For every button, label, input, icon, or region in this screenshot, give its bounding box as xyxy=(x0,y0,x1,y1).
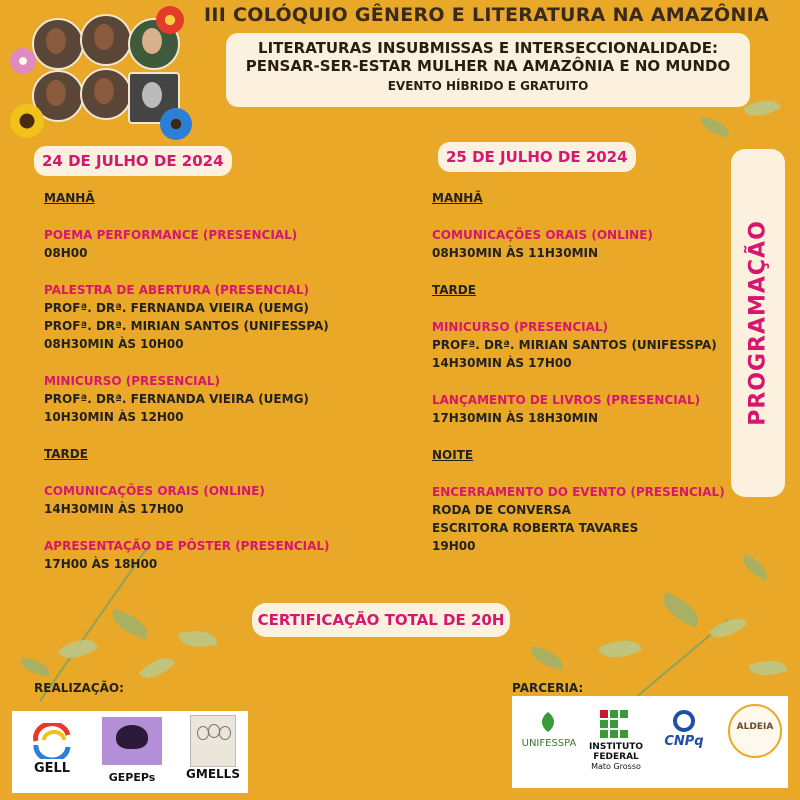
day1-event5-time: 17H00 ÀS 18H00 xyxy=(44,557,158,571)
day1-event2-time: 08H30MIN ÀS 10H00 xyxy=(44,337,184,351)
gmells-logo xyxy=(190,715,236,767)
aldeia-logo xyxy=(728,704,782,758)
day1-event3-title: MINICURSO (PRESENCIAL) xyxy=(44,374,221,388)
day2-afternoon-heading: TARDE xyxy=(432,283,476,297)
photo-collage xyxy=(10,8,190,138)
day1-event2-speaker1: PROFª. DRª. FERNANDA VIEIRA (UEMG) xyxy=(44,301,309,315)
day2-event4-line1: RODA DE CONVERSA xyxy=(432,503,571,517)
parceria-logos xyxy=(512,696,788,788)
cnpq-name: CNPq xyxy=(664,734,704,749)
subtitle-line-2: PENSAR-SER-ESTAR MULHER NA AMAZÔNIA E NO MUNDO xyxy=(245,57,731,75)
gell-logo xyxy=(30,723,74,759)
day1-event2-title: PALESTRA DE ABERTURA (PRESENCIAL) xyxy=(44,283,309,297)
day2-morning-heading: MANHÃ xyxy=(432,191,483,205)
leaf xyxy=(179,627,218,651)
day2-event1-title: COMUNICAÇÕES ORAIS (ONLINE) xyxy=(432,228,653,242)
page-title: III COLÓQUIO GÊNERO E LITERATURA NA AMAZÔNIA xyxy=(204,4,770,26)
parceria-label: PARCERIA: xyxy=(512,681,584,695)
leaf xyxy=(699,116,732,137)
gepeps-name: GEPEPs xyxy=(108,771,156,784)
leaf xyxy=(739,553,772,580)
portrait-photo xyxy=(32,18,84,70)
leaf xyxy=(709,611,748,645)
day1-morning-heading: MANHÃ xyxy=(44,191,95,205)
ifmt-name-line-1: INSTITUTO xyxy=(588,742,644,752)
day2-date: 25 DE JULHO DE 2024 xyxy=(438,142,636,172)
day2-event2-time: 14H30MIN ÀS 17H00 xyxy=(432,356,572,370)
day2-event2-speaker: PROFª. DRª. MIRIAN SANTOS (UNIFESSPA) xyxy=(432,338,717,352)
day2-event4-title: ENCERRAMENTO DO EVENTO (PRESENCIAL) xyxy=(432,485,725,499)
aldeia-name: ALDEIA xyxy=(736,722,774,732)
day2-event4-line2: ESCRITORA ROBERTA TAVARES xyxy=(432,521,639,535)
ifmt-name xyxy=(586,742,646,772)
cnpq-logo xyxy=(672,710,696,732)
leaf xyxy=(598,634,642,665)
day1-afternoon-heading: TARDE xyxy=(44,447,88,461)
subtitle-box xyxy=(226,33,750,107)
realizacao-label: REALIZAÇÃO: xyxy=(34,681,124,695)
programacao-label: PROGRAMAÇÃO xyxy=(745,220,771,426)
gmells-name: GMELLS xyxy=(186,767,240,781)
realizacao-logos xyxy=(12,711,248,793)
leaf xyxy=(139,651,175,685)
certification-badge: CERTIFICAÇÃO TOTAL DE 20H xyxy=(252,603,510,637)
leaf xyxy=(58,632,98,666)
leaf xyxy=(529,646,566,670)
leaf xyxy=(19,658,51,677)
day1-event3-time: 10H30MIN ÀS 12H00 xyxy=(44,410,184,424)
unifesspa-name: UNIFESSPA xyxy=(521,738,577,749)
day1-event1-time: 08H00 xyxy=(44,246,88,260)
day2-event3-title: LANÇAMENTO DE LIVROS (PRESENCIAL) xyxy=(432,393,701,407)
day1-event4-title: COMUNICAÇÕES ORAIS (ONLINE) xyxy=(44,484,265,498)
red-flower xyxy=(156,6,184,34)
day2-event3-time: 17H30MIN ÀS 18H30MIN xyxy=(432,411,599,425)
day2-event1-time: 08H30MIN ÀS 11H30MIN xyxy=(432,246,599,260)
unifesspa-logo xyxy=(536,710,560,734)
gepeps-logo xyxy=(102,717,162,765)
leaf xyxy=(658,592,705,628)
day1-event1-title: POEMA PERFORMANCE (PRESENCIAL) xyxy=(44,228,298,242)
programacao-box xyxy=(731,149,785,497)
day1-event3-speaker: PROFª. DRª. FERNANDA VIEIRA (UEMG) xyxy=(44,392,309,406)
day2-schedule xyxy=(432,189,727,555)
leaf xyxy=(749,656,788,681)
day2-night-heading: NOITE xyxy=(432,448,474,462)
day1-event4-time: 14H30MIN ÀS 17H00 xyxy=(44,502,184,516)
day2-event2-title: MINICURSO (PRESENCIAL) xyxy=(432,320,609,334)
gell-name: GELL xyxy=(33,761,71,776)
day1-schedule xyxy=(44,189,404,573)
ifmt-name-line-3: Mato Grosso xyxy=(591,762,641,771)
leaf xyxy=(108,609,152,640)
portrait-photo xyxy=(80,68,132,120)
ifmt-logo xyxy=(600,710,630,740)
blue-flower xyxy=(160,108,192,140)
day1-event2-speaker2: PROFª. DRª. MIRIAN SANTOS (UNIFESSPA) xyxy=(44,319,329,333)
day1-date: 24 DE JULHO DE 2024 xyxy=(34,146,232,176)
portrait-photo xyxy=(80,14,132,66)
subtitle-line-3: EVENTO HÍBRIDO E GRATUITO xyxy=(387,79,589,93)
sunflower xyxy=(10,104,44,138)
subtitle-line-1: LITERATURAS INSUBMISSAS E INTERSECCIONALIDADE: xyxy=(258,39,718,57)
day1-event5-title: APRESENTAÇÃO DE PÔSTER (PRESENCIAL) xyxy=(44,539,330,553)
day2-event4-time: 19H00 xyxy=(432,539,476,553)
ifmt-name-line-2: FEDERAL xyxy=(593,752,639,762)
pink-flower xyxy=(10,48,36,74)
